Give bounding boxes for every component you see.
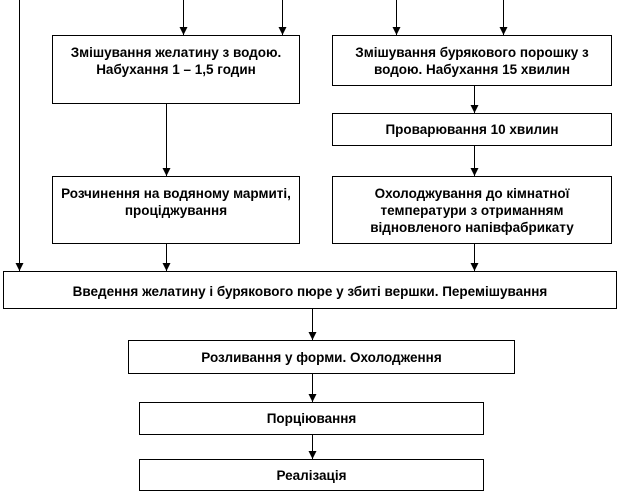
step-molding-label: Розливання у форми. Охолодження	[201, 349, 442, 365]
step-boiling	[332, 113, 612, 146]
step-combining-label: Введення желатину і бурякового пюре у збиті вершки. Перемішування	[72, 284, 548, 299]
step-gelatin-mixing	[52, 35, 300, 104]
step-selling	[139, 459, 484, 491]
step-portioning-label: Порціювання	[266, 411, 357, 426]
step-dissolving	[52, 176, 300, 244]
step-selling-label: Реалізація	[276, 467, 347, 483]
step-combining	[3, 271, 617, 309]
step-molding	[128, 340, 515, 374]
step-gelatin-mixing-label: Змішування желатину з водою. Набухання 1 – 1,5 годин	[70, 45, 282, 77]
step-beet-mixing-label: Змішування бурякового порошку з водою. Набухання 15 хвилин	[355, 45, 589, 77]
step-boiling-label: Проварювання 10 хвилин	[385, 122, 559, 137]
step-cooling-puree	[332, 176, 612, 244]
step-cooling-puree-label: Охолоджування до кімнатної температури з отриманням відновленого напівфабрикату	[370, 185, 574, 235]
step-beet-mixing	[332, 35, 612, 86]
step-dissolving-label: Розчинення на водяному мармиті, проціджування	[61, 186, 291, 218]
step-portioning	[139, 402, 484, 435]
